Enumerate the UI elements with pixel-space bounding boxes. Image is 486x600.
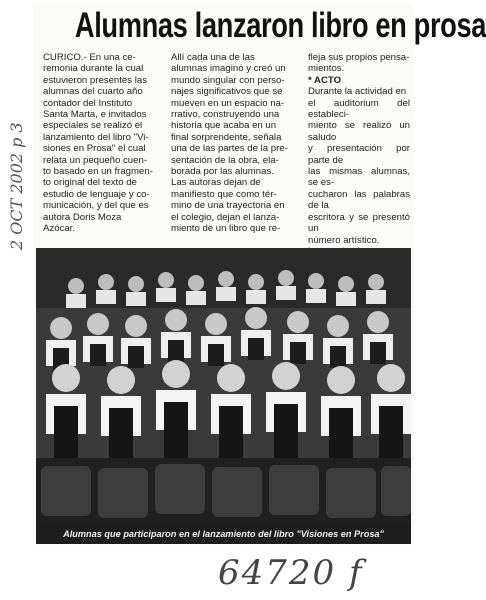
section-subhead: * ACTO xyxy=(308,74,342,86)
newspaper-clipping xyxy=(33,2,486,545)
column-3-top-text: fleja sus propios pensa- mientos. xyxy=(308,52,410,75)
column-3-bottom-text: Durante la actividad en el auditorium del estableci- miento se realizó un saludo y presentación por parte de las mismas alumnas, se es- cucharon las palabras de la escritora y se presentó un número artístico. xyxy=(308,86,410,246)
article-column-2 xyxy=(171,52,299,235)
handwritten-code: 64720 f xyxy=(218,553,364,593)
group-photo-image xyxy=(36,248,411,524)
column-2-text: Allí cada una de las alumnas imaginó y creó un mundo singular con perso- najes significativos que se mueven en un espacio na- rrativo, construyendo una historia que acaba en un final sorprendente, señala una de las partes de la pre- sentación de la obra, ela- borada por las alumnas. Las autoras dejan de manifiesto que como tér- mino de una trayectoria en el colegio, dejan el lanza- miento de un libro que re- xyxy=(171,52,288,235)
headline: Alumnas lanzaron libro en prosa xyxy=(74,6,486,45)
photo-caption: Alumnas que participaron en el lanzamiento del libro "Visiones en Prosa" xyxy=(36,524,411,544)
handwritten-date: 2 OCT 2002 p 3 xyxy=(7,122,26,250)
column-1-text: CURICO.- En una ce- remonia durante la cual estuvieron presentes las alumnas del cuarto año contador del Instituto Santa Marta, e invitados especiales se realizó el lanzamiento del libro "Vi- siones en Prosa" el cual relata un pequeño cuen- to basado en un fragmen- to original del texto de estudio de lenguaje y co- municación, y del que es autora Doris Moza Azócar. xyxy=(43,52,153,235)
article-column-1 xyxy=(43,52,161,235)
group-photo xyxy=(36,248,411,524)
